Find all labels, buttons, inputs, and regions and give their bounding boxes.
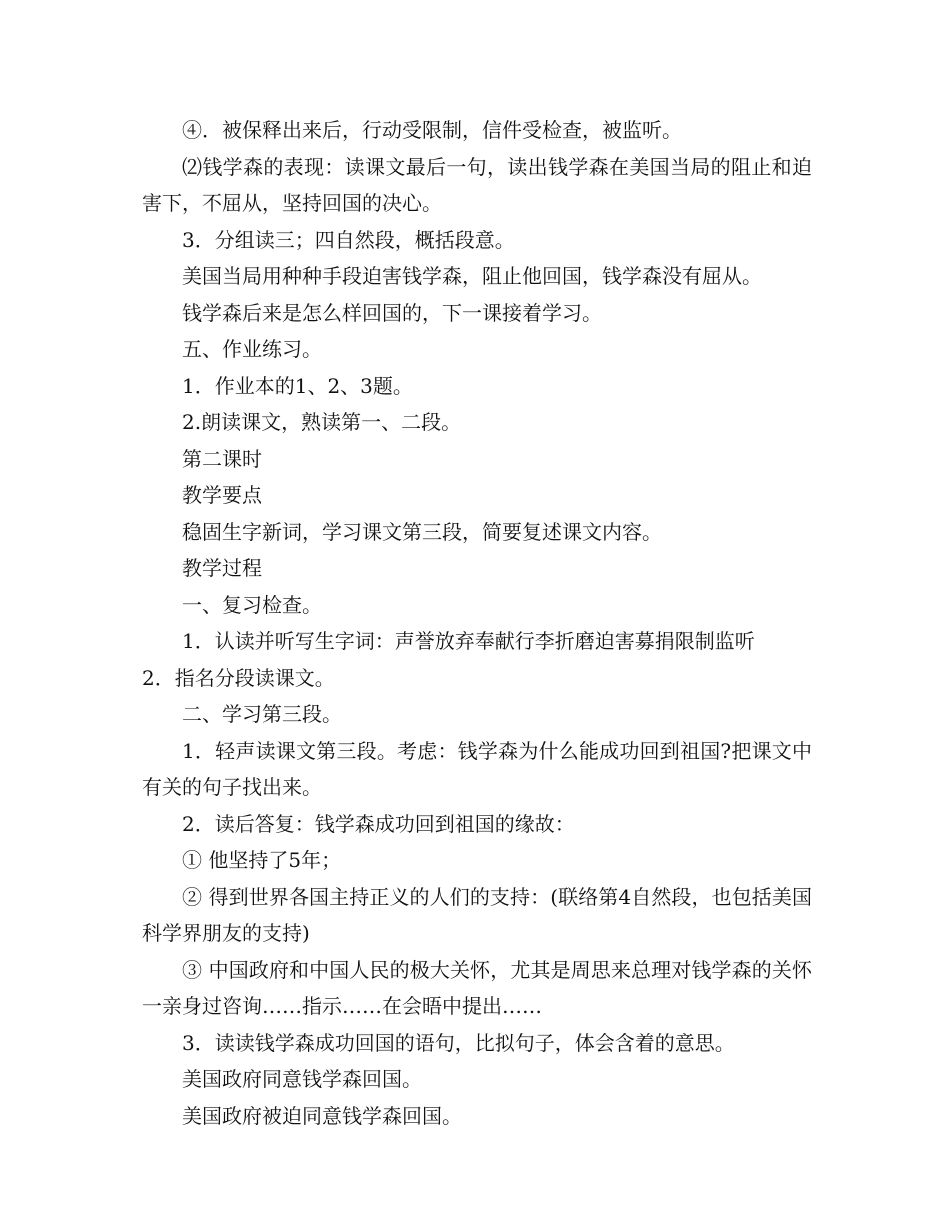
paragraph-8: 2.朗读课文，熟读第一、二段。 [182,410,462,434]
paragraph-3: 3．分组读三；四自然段，概括段意。 [182,227,515,252]
paragraph-16: 二、学习第三段。 [182,702,342,726]
paragraph-11: 稳固生字新词，学习课文第三段，简要复述课文内容。 [182,519,662,544]
paragraph-19: ① 他坚持了5年； [182,848,342,872]
paragraph-14: 1．认读并听写生字词：声誉放弃奉献行李折磨迫害募捐限制监听 [182,629,755,653]
paragraph-5: 钱学森后来是怎么样回国的，下一课接着学习。 [182,300,602,325]
paragraph-21: ③ 中国政府和中国人民的极大关怀，尤其是周思来总理对钱学森的关怀一亲身过咨询……指示……在会晤中提出…… [142,957,812,1018]
paragraph-1: ④．被保释出来后，行动受限制，信件受检查，被监听。 [182,118,682,142]
paragraph-4: 美国当局用种种手段迫害钱学森，阻止他回国，钱学森没有屈从。 [182,264,762,288]
document-body [142,112,812,1134]
paragraph-2: ⑵钱学森的表现：读课文最后一句，读出钱学森在美国当局的阻止和迫害下，不屈从，坚持回国的决心。 [142,154,812,215]
paragraph-23: 美国政府同意钱学森回国。 [182,1067,422,1091]
paragraph-6: 五、作业练习。 [182,337,322,361]
paragraph-24: 美国政府被迫同意钱学森回国。 [182,1103,462,1128]
paragraph-18: 2．读后答复：钱学森成功回到祖国的缘故： [182,811,575,836]
paragraph-10: 教学要点 [182,483,262,507]
paragraph-17: 1．轻声读课文第三段。考虑：钱学森为什么能成功回到祖国?把课文中有关的句子找出来。 [142,738,812,799]
paragraph-20: ② 得到世界各国主持正义的人们的支持：(联络第4自然段，也包括美国科学界朋友的支持) [142,884,812,945]
paragraph-12: 教学过程 [182,556,262,580]
paragraph-22: 3．读读钱学森成功回国的语句，比拟句子，体会含着的意思。 [182,1030,735,1055]
paragraph-15: 2．指名分段读课文。 [142,665,335,690]
paragraph-7: 1．作业本的1、2、3题。 [182,373,413,398]
paragraph-9: 第二课时 [182,446,262,471]
paragraph-13: 一、复习检查。 [182,592,322,617]
